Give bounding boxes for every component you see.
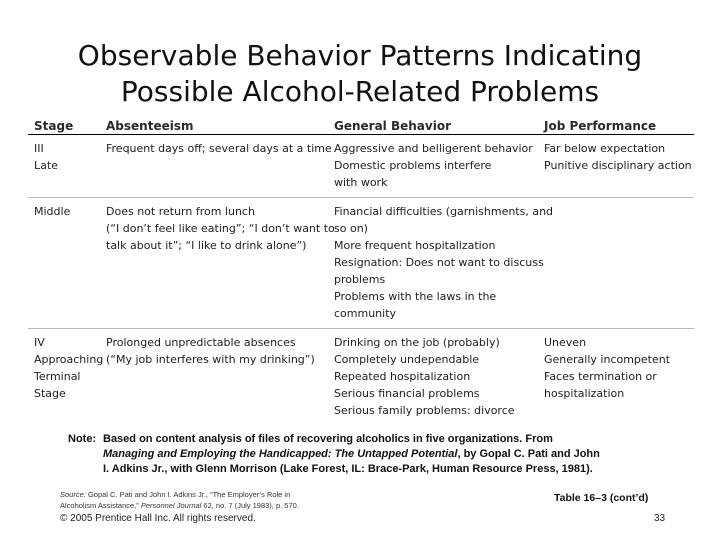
- cell-line: Serious financial problems: [334, 387, 480, 400]
- cell-stage: [34, 334, 104, 402]
- cell-absenteeism: [106, 203, 335, 254]
- cell-line: Financial difficulties (garnishments, and: [334, 205, 554, 218]
- source-line-1: Source: Gopal C. Pati and John I. Adkins Jr., “The Employer’s Role in: [60, 490, 291, 499]
- cell-line: Terminal: [34, 370, 81, 383]
- cell-line: Aggressive and belligerent behavior: [334, 142, 533, 155]
- header-stage: Stage: [34, 119, 74, 133]
- cell-line: Serious family problems: divorce: [334, 404, 515, 417]
- cell-general: [334, 203, 554, 322]
- note-label: Note:: [68, 433, 97, 445]
- behavior-table: [28, 115, 694, 423]
- cell-line: Faces termination or: [544, 370, 657, 383]
- cell-line: Does not return from lunch: [106, 205, 255, 218]
- cell-line: Middle: [34, 205, 71, 218]
- cell-line: Approaching: [34, 353, 104, 366]
- cell-line: Stage: [34, 387, 66, 400]
- cell-general: [334, 140, 540, 191]
- header-general-behavior: General Behavior: [334, 119, 451, 133]
- title-line-2: Possible Alcohol-Related Problems: [120, 75, 600, 108]
- note-line-1: Based on content analysis of files of recovering alcoholics in five organizations. From: [103, 433, 553, 445]
- cell-line: Completely undependable: [334, 353, 480, 366]
- cell-line: Far below expectation: [544, 142, 666, 155]
- cell-stage: [34, 203, 104, 220]
- cell-line: problems: [334, 273, 386, 286]
- cell-job: [544, 334, 694, 402]
- note-body: [103, 432, 668, 477]
- cell-line: More frequent hospitalization: [334, 239, 496, 252]
- source-line-2: Alcoholism Assistance,” Personnel Journal 62, no. 7 (July 1983), p. 570.: [60, 501, 299, 510]
- note-block: [68, 432, 668, 477]
- cell-line: with work: [334, 176, 388, 189]
- table-reference: Table 16–3 (cont’d): [554, 492, 649, 504]
- source-citation: [60, 489, 390, 511]
- note-line-3: I. Adkins Jr., with Glenn Morrison (Lake Forest, IL: Brace-Park, Human Resource Press, 1981).: [103, 463, 593, 475]
- cell-stage: [34, 140, 104, 174]
- slide-title: [60, 38, 660, 110]
- page-number: 33: [654, 513, 666, 524]
- table-row: [28, 135, 694, 198]
- cell-line: Drinking on the job (probably): [334, 336, 500, 349]
- table-row: [28, 329, 694, 423]
- cell-line: Generally incompetent: [544, 353, 671, 366]
- cell-line: (“I don’t feel like eating”; “I don’t want to: [106, 222, 335, 235]
- title-line-1: Observable Behavior Patterns Indicating: [77, 39, 643, 72]
- cell-line: so on): [334, 222, 368, 235]
- cell-line: Punitive disciplinary action: [544, 159, 692, 172]
- cell-line: Late: [34, 159, 58, 172]
- cell-line: Problems with the laws in the: [334, 290, 497, 303]
- table-body: [28, 135, 694, 423]
- cell-line: Resignation: Does not want to discuss: [334, 256, 544, 269]
- cell-line: talk about it”; “I like to drink alone”): [106, 239, 307, 252]
- cell-absenteeism: [106, 140, 332, 157]
- cell-absenteeism: [106, 334, 332, 368]
- cell-line: community: [334, 307, 397, 320]
- cell-line: Uneven: [544, 336, 587, 349]
- copyright-notice: © 2005 Prentice Hall Inc. All rights reserved.: [60, 513, 256, 524]
- note-line-2: Managing and Employing the Handicapped: The Untapped Potential, by Gopal C. Pati and John: [103, 448, 600, 460]
- cell-general: [334, 334, 540, 419]
- table-header: [28, 115, 694, 135]
- header-absenteeism: Absenteeism: [106, 119, 194, 133]
- cell-line: (“My job interferes with my drinking”): [106, 353, 315, 366]
- cell-line: Domestic problems interfere: [334, 159, 492, 172]
- cell-line: Repeated hospitalization: [334, 370, 471, 383]
- header-job-performance: Job Performance: [544, 119, 657, 133]
- cell-line: IV: [34, 336, 45, 349]
- cell-line: hospitalization: [544, 387, 625, 400]
- cell-line: Frequent days off; several days at a time: [106, 142, 332, 155]
- cell-job: [544, 140, 694, 174]
- cell-line: III: [34, 142, 44, 155]
- cell-line: Prolonged unpredictable absences: [106, 336, 296, 349]
- table-row: [28, 198, 694, 329]
